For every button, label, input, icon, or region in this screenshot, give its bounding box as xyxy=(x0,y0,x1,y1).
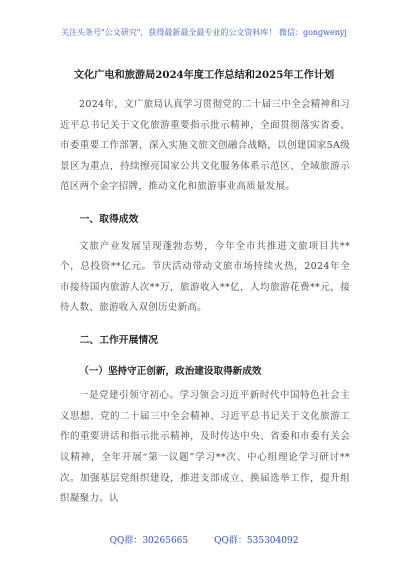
results-paragraph: 文旅产业发展呈现蓬勃态势，今年全市共推进文旅项目共**个，总投资**亿元。节庆活动带动文旅市场持续火热，2024年全市接待国内旅游人次**万，旅游收入**亿，人均旅游花费**元，接待人数、旅游收入双创历史新高。 xyxy=(60,240,350,314)
intro-paragraph: 2024年，文广旅局认真学习贯彻党的二十届三中全会精神和习近平总书记关于文化旅游重要指示批示精神，全面贯彻落实省委、市委重要工作部署，深入实施文旅文创融合战略，以创建国家5A级景区为重点，持续擦亮国家公共文化服务体系示范区、全域旅游示范区两个金字招牌，推动文化和旅游事业高质量发展。 xyxy=(60,99,350,193)
top-banner: 关注头条号"公文研究"，获得最新最全最专业的公文资料库！ 微信：gongwenyj xyxy=(61,28,347,37)
document-title: 文化广电和旅游局2024年度工作总结和2025年工作计划 xyxy=(73,69,335,81)
document-body xyxy=(60,95,350,510)
section-heading-work: 二、工作开展情况 xyxy=(79,334,158,346)
subsection-heading-political: （一）坚持守正创新，政治建设取得新成效 xyxy=(79,365,262,377)
footer-qq-groups xyxy=(0,533,408,546)
qq-group-2: QQ群：535304092 xyxy=(214,536,299,546)
qq-group-1: QQ群：30265665 xyxy=(109,536,189,546)
section-heading-results: 一、取得成效 xyxy=(79,213,139,225)
political-paragraph: 一是党建引领守初心。学习领会习近平新时代中国特色社会主义思想、党的二十届三中全会精神、习近平总书记关于文化旅游工作的重要讲话和指示批示精神，及时传达中央、省委和市委有关会议精神，全年开展“第一议题”学习**次、中心组理论学习研讨**次。加强基层党组织建设，推进支部成立、换届选举工作，提升组织凝聚力。认 xyxy=(60,390,350,505)
